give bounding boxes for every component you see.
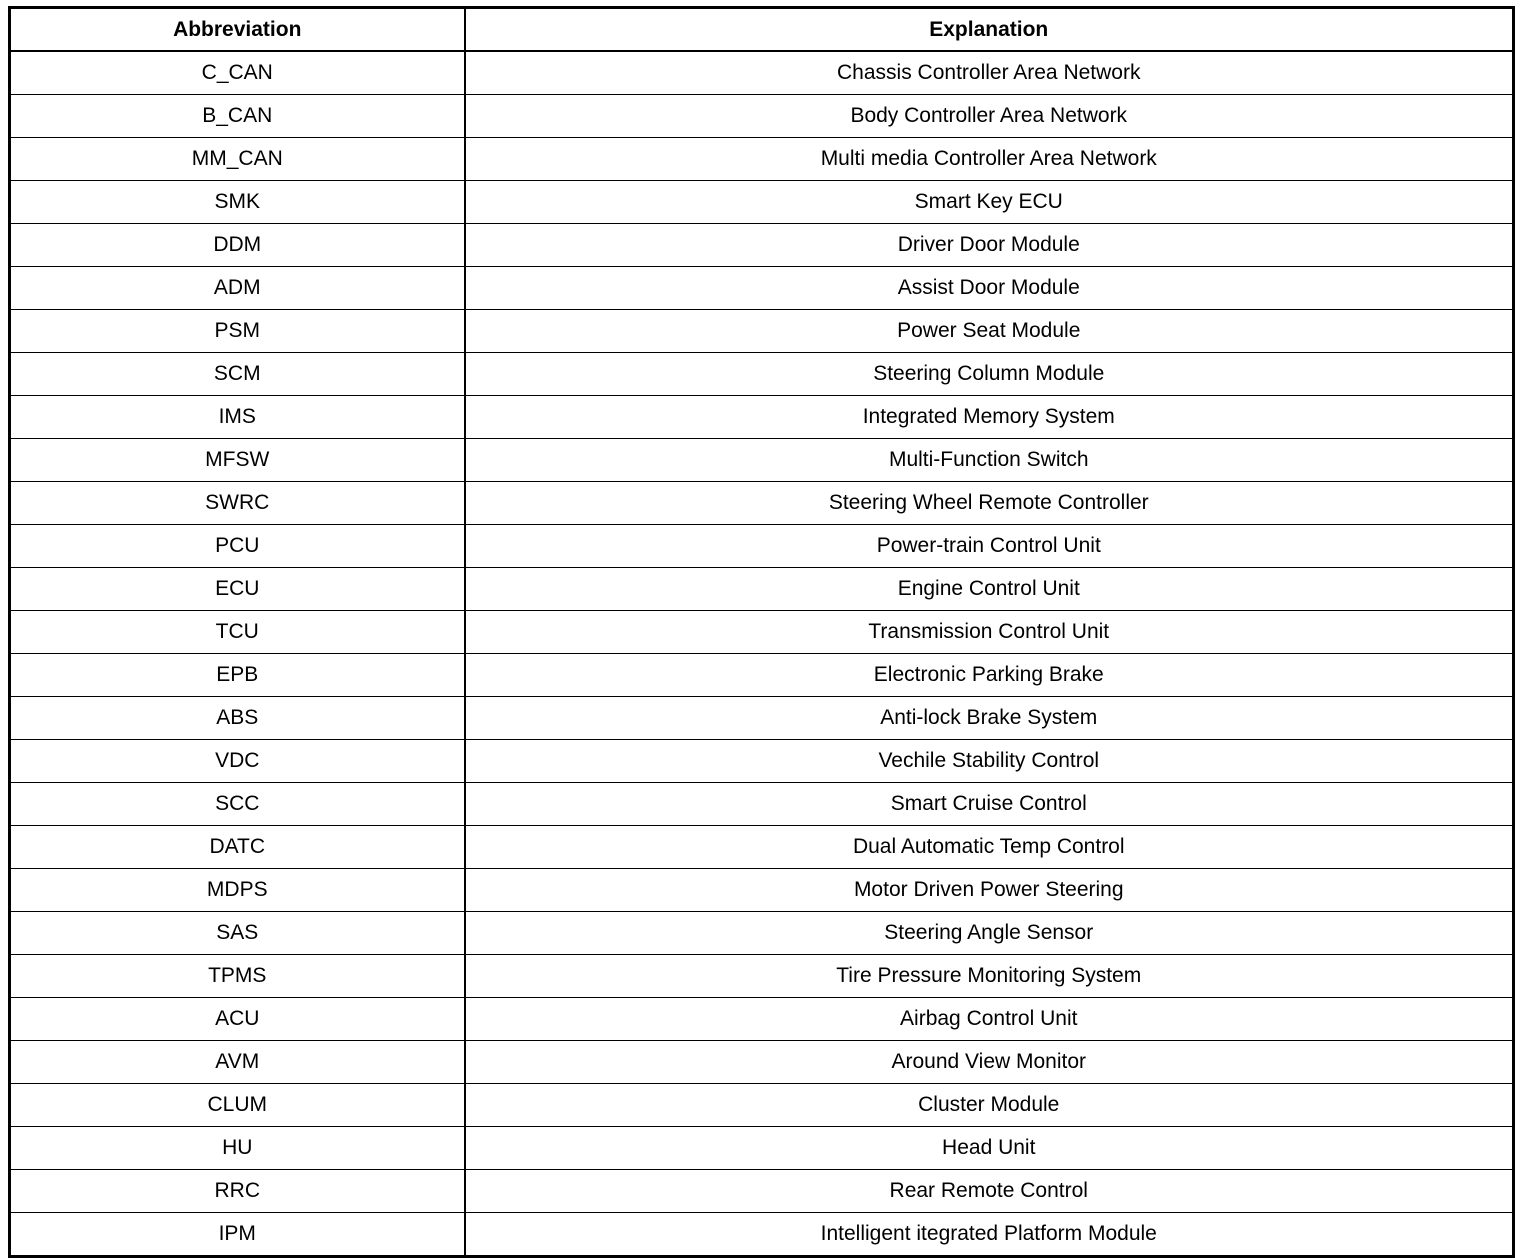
table-row: [10, 955, 1514, 998]
table-row: [10, 51, 1514, 95]
column-header-abbreviation: Abbreviation: [10, 8, 465, 52]
cell-abbreviation: PSM: [10, 310, 465, 353]
table-row: [10, 998, 1514, 1041]
cell-explanation: Rear Remote Control: [465, 1170, 1514, 1213]
cell-abbreviation: ABS: [10, 697, 465, 740]
table-row: [10, 783, 1514, 826]
cell-explanation: Around View Monitor: [465, 1041, 1514, 1084]
cell-explanation: Intelligent itegrated Platform Module: [465, 1213, 1514, 1257]
table-row: [10, 1127, 1514, 1170]
table-row: [10, 181, 1514, 224]
cell-explanation: Transmission Control Unit: [465, 611, 1514, 654]
cell-explanation: Assist Door Module: [465, 267, 1514, 310]
cell-abbreviation: MFSW: [10, 439, 465, 482]
cell-explanation: Multi-Function Switch: [465, 439, 1514, 482]
cell-abbreviation: RRC: [10, 1170, 465, 1213]
cell-abbreviation: SMK: [10, 181, 465, 224]
table-row: [10, 310, 1514, 353]
table-header-row: [10, 8, 1514, 52]
cell-explanation: Driver Door Module: [465, 224, 1514, 267]
cell-abbreviation: CLUM: [10, 1084, 465, 1127]
table-row: [10, 568, 1514, 611]
table-row: [10, 869, 1514, 912]
cell-abbreviation: SCM: [10, 353, 465, 396]
table-row: [10, 912, 1514, 955]
cell-explanation: Tire Pressure Monitoring System: [465, 955, 1514, 998]
cell-explanation: Power Seat Module: [465, 310, 1514, 353]
cell-explanation: Integrated Memory System: [465, 396, 1514, 439]
table-row: [10, 1041, 1514, 1084]
cell-explanation: Steering Wheel Remote Controller: [465, 482, 1514, 525]
table-row: [10, 1213, 1514, 1257]
cell-explanation: Smart Key ECU: [465, 181, 1514, 224]
cell-explanation: Airbag Control Unit: [465, 998, 1514, 1041]
cell-explanation: Motor Driven Power Steering: [465, 869, 1514, 912]
table-header: [10, 8, 1514, 52]
cell-abbreviation: SWRC: [10, 482, 465, 525]
cell-abbreviation: SCC: [10, 783, 465, 826]
cell-abbreviation: AVM: [10, 1041, 465, 1084]
cell-explanation: Power-train Control Unit: [465, 525, 1514, 568]
cell-explanation: Dual Automatic Temp Control: [465, 826, 1514, 869]
cell-abbreviation: MM_CAN: [10, 138, 465, 181]
table-row: [10, 224, 1514, 267]
cell-explanation: Cluster Module: [465, 1084, 1514, 1127]
table-row: [10, 267, 1514, 310]
table-row: [10, 654, 1514, 697]
cell-abbreviation: B_CAN: [10, 95, 465, 138]
cell-abbreviation: EPB: [10, 654, 465, 697]
cell-abbreviation: SAS: [10, 912, 465, 955]
cell-abbreviation: ECU: [10, 568, 465, 611]
cell-abbreviation: PCU: [10, 525, 465, 568]
table-row: [10, 740, 1514, 783]
table-body: [10, 51, 1514, 1257]
table-row: [10, 826, 1514, 869]
table-row: [10, 396, 1514, 439]
cell-abbreviation: TCU: [10, 611, 465, 654]
cell-abbreviation: IPM: [10, 1213, 465, 1257]
cell-explanation: Engine Control Unit: [465, 568, 1514, 611]
cell-abbreviation: MDPS: [10, 869, 465, 912]
column-header-explanation: Explanation: [465, 8, 1514, 52]
cell-abbreviation: C_CAN: [10, 51, 465, 95]
cell-explanation: Steering Column Module: [465, 353, 1514, 396]
table-row: [10, 525, 1514, 568]
cell-explanation: Steering Angle Sensor: [465, 912, 1514, 955]
cell-explanation: Body Controller Area Network: [465, 95, 1514, 138]
cell-abbreviation: DATC: [10, 826, 465, 869]
cell-explanation: Electronic Parking Brake: [465, 654, 1514, 697]
cell-abbreviation: ACU: [10, 998, 465, 1041]
cell-explanation: Anti-lock Brake System: [465, 697, 1514, 740]
cell-explanation: Smart Cruise Control: [465, 783, 1514, 826]
table-row: [10, 697, 1514, 740]
cell-abbreviation: DDM: [10, 224, 465, 267]
table-row: [10, 1084, 1514, 1127]
table-row: [10, 138, 1514, 181]
cell-abbreviation: HU: [10, 1127, 465, 1170]
table-row: [10, 95, 1514, 138]
table-row: [10, 482, 1514, 525]
cell-abbreviation: VDC: [10, 740, 465, 783]
table-row: [10, 353, 1514, 396]
table-row: [10, 611, 1514, 654]
table-row: [10, 439, 1514, 482]
cell-abbreviation: IMS: [10, 396, 465, 439]
abbreviation-explanation-table: [8, 6, 1515, 1258]
cell-explanation: Multi media Controller Area Network: [465, 138, 1514, 181]
cell-abbreviation: ADM: [10, 267, 465, 310]
cell-abbreviation: TPMS: [10, 955, 465, 998]
cell-explanation: Head Unit: [465, 1127, 1514, 1170]
cell-explanation: Vechile Stability Control: [465, 740, 1514, 783]
table-row: [10, 1170, 1514, 1213]
cell-explanation: Chassis Controller Area Network: [465, 51, 1514, 95]
